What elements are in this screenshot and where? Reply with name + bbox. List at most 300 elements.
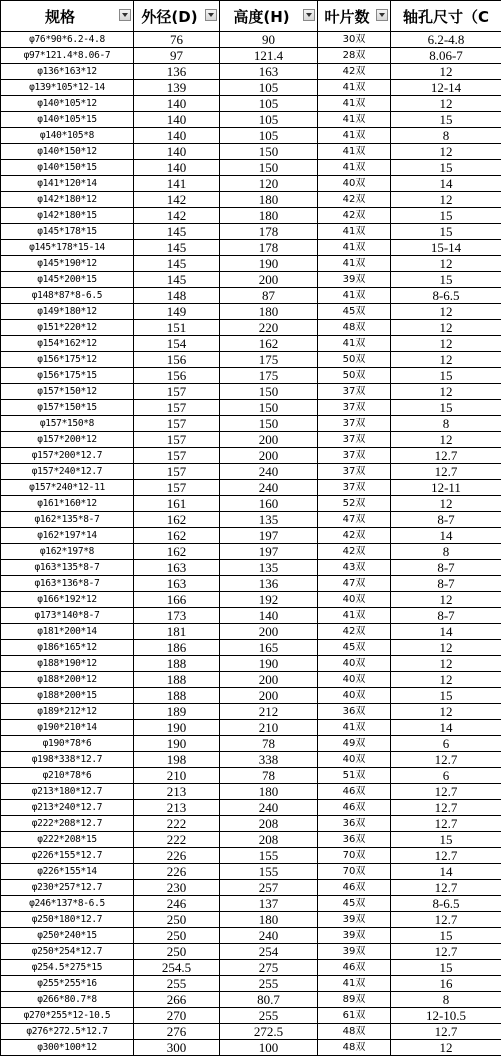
outer-diameter-cell[interactable]: 300 [134,1040,220,1056]
outer-diameter-cell[interactable]: 188 [134,656,220,672]
table-row[interactable] [1,320,501,336]
outer-diameter-cell[interactable]: 255 [134,976,220,992]
outer-diameter-cell[interactable]: 276 [134,1024,220,1040]
outer-diameter-cell[interactable]: 154 [134,336,220,352]
outer-diameter-cell[interactable]: 213 [134,784,220,800]
table-row[interactable] [1,944,501,960]
height-cell[interactable]: 220 [220,320,318,336]
outer-diameter-cell[interactable]: 161 [134,496,220,512]
table-row[interactable] [1,240,501,256]
height-cell[interactable]: 175 [220,352,318,368]
height-cell[interactable]: 197 [220,544,318,560]
blade-count-cell[interactable]: 42双 [318,544,391,560]
outer-diameter-cell[interactable]: 142 [134,192,220,208]
shaft-hole-cell[interactable]: 15 [391,368,501,384]
height-cell[interactable]: 240 [220,480,318,496]
blade-count-cell[interactable]: 36双 [318,704,391,720]
blade-count-cell[interactable]: 37双 [318,480,391,496]
blade-count-cell[interactable]: 40双 [318,176,391,192]
table-row[interactable] [1,640,501,656]
blade-count-cell[interactable]: 47双 [318,512,391,528]
table-row[interactable] [1,928,501,944]
shaft-hole-cell[interactable]: 12-10.5 [391,1008,501,1024]
height-cell[interactable]: 208 [220,816,318,832]
blade-count-cell[interactable]: 41双 [318,80,391,96]
height-cell[interactable]: 200 [220,432,318,448]
shaft-hole-cell[interactable]: 6.2-4.8 [391,32,501,48]
table-row[interactable] [1,768,501,784]
shaft-hole-cell[interactable]: 12-14 [391,80,501,96]
outer-diameter-cell[interactable]: 157 [134,384,220,400]
spec-cell[interactable]: φ213*240*12.7 [1,800,134,816]
outer-diameter-cell[interactable]: 250 [134,944,220,960]
height-cell[interactable]: 255 [220,1008,318,1024]
table-row[interactable] [1,960,501,976]
spec-cell[interactable]: φ157*150*15 [1,400,134,416]
shaft-hole-cell[interactable]: 15 [391,272,501,288]
shaft-hole-cell[interactable]: 12 [391,672,501,688]
outer-diameter-cell[interactable]: 166 [134,592,220,608]
height-cell[interactable]: 240 [220,928,318,944]
shaft-hole-cell[interactable]: 12.7 [391,944,501,960]
blade-count-cell[interactable]: 28双 [318,48,391,64]
table-row[interactable] [1,432,501,448]
outer-diameter-cell[interactable]: 254.5 [134,960,220,976]
spec-cell[interactable]: φ140*105*8 [1,128,134,144]
filter-dropdown-icon[interactable] [376,9,388,21]
shaft-hole-cell[interactable]: 12.7 [391,784,501,800]
table-row[interactable] [1,592,501,608]
blade-count-cell[interactable]: 41双 [318,256,391,272]
height-cell[interactable]: 150 [220,400,318,416]
outer-diameter-cell[interactable]: 157 [134,464,220,480]
height-cell[interactable]: 160 [220,496,318,512]
spec-cell[interactable]: φ140*105*12 [1,96,134,112]
spec-cell[interactable]: φ226*155*12.7 [1,848,134,864]
height-cell[interactable]: 180 [220,784,318,800]
blade-count-cell[interactable]: 50双 [318,352,391,368]
spec-cell[interactable]: φ246*137*8-6.5 [1,896,134,912]
height-cell[interactable]: 163 [220,64,318,80]
filter-dropdown-icon[interactable] [303,9,315,21]
table-row[interactable] [1,864,501,880]
blade-count-cell[interactable]: 61双 [318,1008,391,1024]
outer-diameter-cell[interactable]: 156 [134,352,220,368]
outer-diameter-cell[interactable]: 222 [134,816,220,832]
blade-count-cell[interactable]: 45双 [318,304,391,320]
shaft-hole-cell[interactable]: 12.7 [391,464,501,480]
blade-count-cell[interactable]: 37双 [318,464,391,480]
blade-count-cell[interactable]: 36双 [318,832,391,848]
blade-count-cell[interactable]: 52双 [318,496,391,512]
blade-count-cell[interactable]: 41双 [318,224,391,240]
table-row[interactable] [1,128,501,144]
height-cell[interactable]: 190 [220,656,318,672]
outer-diameter-cell[interactable]: 226 [134,848,220,864]
table-row[interactable] [1,992,501,1008]
shaft-hole-cell[interactable]: 12.7 [391,912,501,928]
spec-cell[interactable]: φ166*192*12 [1,592,134,608]
height-cell[interactable]: 178 [220,224,318,240]
spec-cell[interactable]: φ140*150*15 [1,160,134,176]
outer-diameter-cell[interactable]: 230 [134,880,220,896]
blade-count-cell[interactable]: 36双 [318,816,391,832]
table-row[interactable] [1,656,501,672]
outer-diameter-cell[interactable]: 270 [134,1008,220,1024]
height-cell[interactable]: 200 [220,688,318,704]
spec-cell[interactable]: φ136*163*12 [1,64,134,80]
shaft-hole-cell[interactable]: 12 [391,304,501,320]
table-row[interactable] [1,512,501,528]
blade-count-cell[interactable]: 41双 [318,288,391,304]
spec-cell[interactable]: φ163*135*8-7 [1,560,134,576]
table-row[interactable] [1,304,501,320]
shaft-hole-cell[interactable]: 15 [391,928,501,944]
blade-count-cell[interactable]: 41双 [318,144,391,160]
blade-count-cell[interactable]: 43双 [318,560,391,576]
outer-diameter-cell[interactable]: 149 [134,304,220,320]
blade-count-cell[interactable]: 37双 [318,448,391,464]
table-row[interactable] [1,1040,501,1056]
spec-cell[interactable]: φ300*100*12 [1,1040,134,1056]
blade-count-cell[interactable]: 40双 [318,752,391,768]
height-cell[interactable]: 150 [220,384,318,400]
height-cell[interactable]: 155 [220,864,318,880]
outer-diameter-cell[interactable]: 222 [134,832,220,848]
outer-diameter-cell[interactable]: 162 [134,528,220,544]
shaft-hole-cell[interactable]: 15-14 [391,240,501,256]
blade-count-cell[interactable]: 42双 [318,208,391,224]
blade-count-cell[interactable]: 39双 [318,944,391,960]
blade-count-cell[interactable]: 42双 [318,624,391,640]
spec-cell[interactable]: φ230*257*12.7 [1,880,134,896]
shaft-hole-cell[interactable]: 12 [391,432,501,448]
outer-diameter-cell[interactable]: 186 [134,640,220,656]
outer-diameter-cell[interactable]: 188 [134,688,220,704]
outer-diameter-cell[interactable]: 145 [134,240,220,256]
blade-count-cell[interactable]: 40双 [318,672,391,688]
height-cell[interactable]: 105 [220,112,318,128]
spec-cell[interactable]: φ157*240*12-11 [1,480,134,496]
height-cell[interactable]: 135 [220,560,318,576]
height-cell[interactable]: 190 [220,256,318,272]
blade-count-cell[interactable]: 46双 [318,960,391,976]
shaft-hole-cell[interactable]: 12 [391,336,501,352]
shaft-hole-cell[interactable]: 15 [391,160,501,176]
outer-diameter-cell[interactable]: 157 [134,448,220,464]
table-row[interactable] [1,496,501,512]
outer-diameter-cell[interactable]: 145 [134,272,220,288]
spec-cell[interactable]: φ157*240*12.7 [1,464,134,480]
spec-cell[interactable]: φ250*254*12.7 [1,944,134,960]
height-cell[interactable]: 200 [220,624,318,640]
shaft-hole-cell[interactable]: 15 [391,224,501,240]
height-cell[interactable]: 197 [220,528,318,544]
height-cell[interactable]: 105 [220,128,318,144]
table-row[interactable] [1,288,501,304]
blade-count-cell[interactable]: 70双 [318,864,391,880]
table-row[interactable] [1,464,501,480]
spec-cell[interactable]: φ148*87*8-6.5 [1,288,134,304]
shaft-hole-cell[interactable]: 12.7 [391,816,501,832]
blade-count-cell[interactable]: 42双 [318,64,391,80]
table-row[interactable] [1,720,501,736]
table-row[interactable] [1,160,501,176]
table-row[interactable] [1,32,501,48]
shaft-hole-cell[interactable]: 15 [391,688,501,704]
shaft-hole-cell[interactable]: 14 [391,176,501,192]
height-cell[interactable]: 90 [220,32,318,48]
height-cell[interactable]: 254 [220,944,318,960]
spec-cell[interactable]: φ190*78*6 [1,736,134,752]
shaft-hole-cell[interactable]: 8 [391,992,501,1008]
outer-diameter-cell[interactable]: 198 [134,752,220,768]
height-cell[interactable]: 136 [220,576,318,592]
shaft-hole-cell[interactable]: 12 [391,704,501,720]
spec-cell[interactable]: φ157*200*12.7 [1,448,134,464]
blade-count-cell[interactable]: 70双 [318,848,391,864]
height-cell[interactable]: 162 [220,336,318,352]
height-cell[interactable]: 200 [220,272,318,288]
blade-count-cell[interactable]: 45双 [318,896,391,912]
blade-count-cell[interactable]: 41双 [318,720,391,736]
outer-diameter-cell[interactable]: 250 [134,928,220,944]
table-row[interactable] [1,384,501,400]
outer-diameter-cell[interactable]: 190 [134,736,220,752]
height-cell[interactable]: 200 [220,672,318,688]
shaft-hole-cell[interactable]: 12.7 [391,880,501,896]
height-cell[interactable]: 121.4 [220,48,318,64]
blade-count-cell[interactable]: 51双 [318,768,391,784]
outer-diameter-cell[interactable]: 140 [134,144,220,160]
height-cell[interactable]: 80.7 [220,992,318,1008]
blade-count-cell[interactable]: 39双 [318,272,391,288]
shaft-hole-cell[interactable]: 8-7 [391,608,501,624]
spec-cell[interactable]: φ140*105*15 [1,112,134,128]
table-row[interactable] [1,704,501,720]
blade-count-cell[interactable]: 46双 [318,880,391,896]
shaft-hole-cell[interactable]: 12 [391,144,501,160]
shaft-hole-cell[interactable]: 12 [391,656,501,672]
outer-diameter-cell[interactable]: 210 [134,768,220,784]
height-cell[interactable]: 180 [220,912,318,928]
shaft-hole-cell[interactable]: 12-11 [391,480,501,496]
filter-dropdown-icon[interactable] [119,9,131,21]
spec-cell[interactable]: φ181*200*14 [1,624,134,640]
shaft-hole-cell[interactable]: 12 [391,192,501,208]
table-row[interactable] [1,576,501,592]
spec-cell[interactable]: φ210*78*6 [1,768,134,784]
height-cell[interactable]: 240 [220,800,318,816]
outer-diameter-cell[interactable]: 140 [134,112,220,128]
blade-count-cell[interactable]: 41双 [318,976,391,992]
spec-cell[interactable]: φ173*140*8-7 [1,608,134,624]
table-row[interactable] [1,528,501,544]
spec-cell[interactable]: φ254.5*275*15 [1,960,134,976]
table-row[interactable] [1,1024,501,1040]
shaft-hole-cell[interactable]: 12.7 [391,448,501,464]
shaft-hole-cell[interactable]: 8 [391,128,501,144]
outer-diameter-cell[interactable]: 141 [134,176,220,192]
table-row[interactable] [1,64,501,80]
blade-count-cell[interactable]: 46双 [318,800,391,816]
spec-cell[interactable]: φ141*120*14 [1,176,134,192]
spec-cell[interactable]: φ186*165*12 [1,640,134,656]
outer-diameter-cell[interactable]: 139 [134,80,220,96]
spec-cell[interactable]: φ139*105*12-14 [1,80,134,96]
outer-diameter-cell[interactable]: 189 [134,704,220,720]
spec-cell[interactable]: φ142*180*15 [1,208,134,224]
shaft-hole-cell[interactable]: 15 [391,400,501,416]
shaft-hole-cell[interactable]: 6 [391,736,501,752]
table-row[interactable] [1,688,501,704]
spec-cell[interactable]: φ222*208*12.7 [1,816,134,832]
blade-count-cell[interactable]: 41双 [318,128,391,144]
blade-count-cell[interactable]: 40双 [318,688,391,704]
height-cell[interactable]: 137 [220,896,318,912]
shaft-hole-cell[interactable]: 12 [391,320,501,336]
spec-cell[interactable]: φ151*220*12 [1,320,134,336]
shaft-hole-cell[interactable]: 8-6.5 [391,288,501,304]
spec-cell[interactable]: φ76*90*6.2-4.8 [1,32,134,48]
height-cell[interactable]: 210 [220,720,318,736]
shaft-hole-cell[interactable]: 12 [391,64,501,80]
height-cell[interactable]: 272.5 [220,1024,318,1040]
blade-count-cell[interactable]: 45双 [318,640,391,656]
outer-diameter-cell[interactable]: 163 [134,560,220,576]
spec-cell[interactable]: φ156*175*15 [1,368,134,384]
blade-count-cell[interactable]: 41双 [318,336,391,352]
outer-diameter-cell[interactable]: 226 [134,864,220,880]
outer-diameter-cell[interactable]: 157 [134,400,220,416]
spec-cell[interactable]: φ161*160*12 [1,496,134,512]
spec-cell[interactable]: φ270*255*12-10.5 [1,1008,134,1024]
spec-cell[interactable]: φ189*212*12 [1,704,134,720]
spec-cell[interactable]: φ156*175*12 [1,352,134,368]
spec-cell[interactable]: φ149*180*12 [1,304,134,320]
outer-diameter-cell[interactable]: 140 [134,160,220,176]
spec-cell[interactable]: φ162*197*8 [1,544,134,560]
blade-count-cell[interactable]: 39双 [318,928,391,944]
shaft-hole-cell[interactable]: 14 [391,864,501,880]
shaft-hole-cell[interactable]: 14 [391,720,501,736]
height-cell[interactable]: 212 [220,704,318,720]
outer-diameter-cell[interactable]: 162 [134,512,220,528]
blade-count-cell[interactable]: 41双 [318,96,391,112]
outer-diameter-cell[interactable]: 156 [134,368,220,384]
blade-count-cell[interactable]: 89双 [318,992,391,1008]
table-row[interactable] [1,208,501,224]
filter-dropdown-icon[interactable] [205,9,217,21]
table-row[interactable] [1,112,501,128]
table-row[interactable] [1,608,501,624]
spec-cell[interactable]: φ276*272.5*12.7 [1,1024,134,1040]
blade-count-cell[interactable]: 41双 [318,608,391,624]
shaft-hole-cell[interactable]: 12 [391,496,501,512]
spec-cell[interactable]: φ97*121.4*8.06-7 [1,48,134,64]
outer-diameter-cell[interactable]: 140 [134,128,220,144]
outer-diameter-cell[interactable]: 162 [134,544,220,560]
outer-diameter-cell[interactable]: 190 [134,720,220,736]
shaft-hole-cell[interactable]: 8 [391,416,501,432]
blade-count-cell[interactable]: 47双 [318,576,391,592]
table-row[interactable] [1,80,501,96]
table-row[interactable] [1,144,501,160]
spec-cell[interactable]: φ145*178*15 [1,224,134,240]
shaft-hole-cell[interactable]: 12 [391,592,501,608]
shaft-hole-cell[interactable]: 6 [391,768,501,784]
blade-count-cell[interactable]: 48双 [318,1040,391,1056]
height-cell[interactable]: 178 [220,240,318,256]
outer-diameter-cell[interactable]: 97 [134,48,220,64]
table-row[interactable] [1,272,501,288]
table-row[interactable] [1,352,501,368]
height-cell[interactable]: 257 [220,880,318,896]
outer-diameter-cell[interactable]: 157 [134,416,220,432]
spec-cell[interactable]: φ157*150*8 [1,416,134,432]
outer-diameter-cell[interactable]: 246 [134,896,220,912]
blade-count-cell[interactable]: 40双 [318,592,391,608]
shaft-hole-cell[interactable]: 12 [391,96,501,112]
table-row[interactable] [1,48,501,64]
blade-count-cell[interactable]: 42双 [318,192,391,208]
blade-count-cell[interactable]: 48双 [318,1024,391,1040]
table-row[interactable] [1,832,501,848]
outer-diameter-cell[interactable]: 157 [134,480,220,496]
outer-diameter-cell[interactable]: 188 [134,672,220,688]
spec-cell[interactable]: φ255*255*16 [1,976,134,992]
shaft-hole-cell[interactable]: 12 [391,384,501,400]
blade-count-cell[interactable]: 37双 [318,432,391,448]
height-cell[interactable]: 275 [220,960,318,976]
height-cell[interactable]: 155 [220,848,318,864]
blade-count-cell[interactable]: 42双 [318,528,391,544]
outer-diameter-cell[interactable]: 181 [134,624,220,640]
spec-cell[interactable]: φ190*210*14 [1,720,134,736]
table-row[interactable] [1,96,501,112]
spec-cell[interactable]: φ142*180*12 [1,192,134,208]
shaft-hole-cell[interactable]: 8-6.5 [391,896,501,912]
shaft-hole-cell[interactable]: 8-7 [391,512,501,528]
blade-count-cell[interactable]: 41双 [318,160,391,176]
table-row[interactable] [1,672,501,688]
spec-cell[interactable]: φ162*197*14 [1,528,134,544]
table-row[interactable] [1,880,501,896]
shaft-hole-cell[interactable]: 12 [391,640,501,656]
spec-cell[interactable]: φ250*240*15 [1,928,134,944]
table-row[interactable] [1,368,501,384]
outer-diameter-cell[interactable]: 145 [134,224,220,240]
blade-count-cell[interactable]: 37双 [318,400,391,416]
height-cell[interactable]: 150 [220,160,318,176]
shaft-hole-cell[interactable]: 12 [391,1040,501,1056]
shaft-hole-cell[interactable]: 8-7 [391,560,501,576]
outer-diameter-cell[interactable]: 250 [134,912,220,928]
table-row[interactable] [1,560,501,576]
spec-cell[interactable]: φ188*200*15 [1,688,134,704]
shaft-hole-cell[interactable]: 15 [391,960,501,976]
height-cell[interactable]: 192 [220,592,318,608]
outer-diameter-cell[interactable]: 151 [134,320,220,336]
shaft-hole-cell[interactable]: 12.7 [391,752,501,768]
spec-cell[interactable]: φ226*155*14 [1,864,134,880]
height-cell[interactable]: 87 [220,288,318,304]
table-row[interactable] [1,816,501,832]
shaft-hole-cell[interactable]: 8.06-7 [391,48,501,64]
table-row[interactable] [1,896,501,912]
blade-count-cell[interactable]: 30双 [318,32,391,48]
table-row[interactable] [1,784,501,800]
